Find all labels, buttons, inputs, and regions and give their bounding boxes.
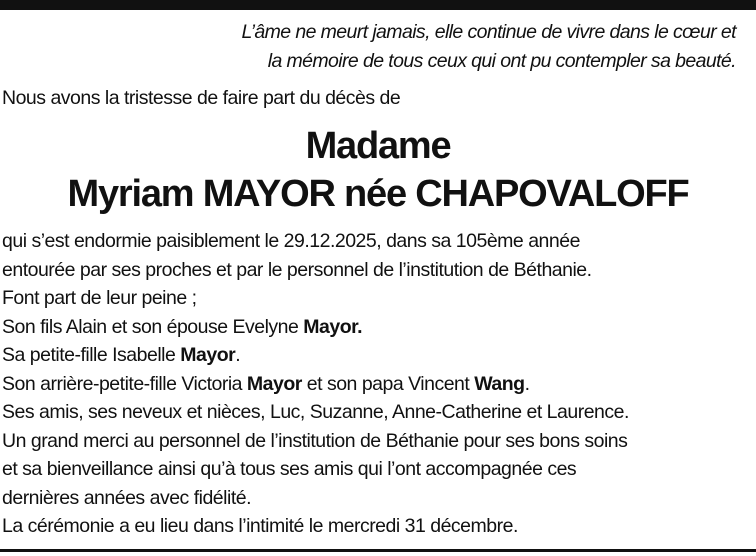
- body-line-8: Un grand merci au personnel de l’institution de Béthanie pour ses bons soins: [2, 429, 628, 452]
- deceased-name-block: [0, 122, 756, 218]
- body-line-6-mid: et son papa Vincent: [301, 372, 475, 395]
- body-line-10: dernières années avec fidélité.: [2, 486, 251, 509]
- body-line-7: Ses amis, ses neveux et nièces, Luc, Suzanne, Anne-Catherine et Laurence.: [2, 401, 629, 423]
- epigraph-line-1: L’âme ne meurt jamais, elle continue de vivre dans le cœur et: [241, 21, 736, 43]
- body-line-5: [2, 341, 752, 370]
- body-line-4: [2, 313, 752, 342]
- body-line-4-text: Son fils Alain et son épouse Evelyne: [2, 315, 304, 338]
- body-line-3: Font part de leur peine ;: [2, 287, 197, 309]
- body-line-5-text: Sa petite-fille Isabelle: [2, 344, 181, 366]
- top-rule: [0, 0, 756, 10]
- body-line-1: qui s’est endormie paisiblement le 29.12.2025, dans sa 105ème année: [2, 230, 580, 252]
- obituary-body: [2, 227, 752, 541]
- body-line-9: et sa bienveillance ainsi qu’à tous ses amis qui l’ont accompagnée ces: [2, 458, 577, 480]
- announcement-intro: Nous avons la tristesse de faire part du décès de: [2, 87, 401, 109]
- body-line-6: [2, 370, 752, 399]
- body-line-5-end: .: [235, 344, 241, 366]
- body-line-6-end: .: [524, 372, 530, 395]
- epigraph-quote: [96, 18, 736, 76]
- body-line-6-text: Son arrière-petite-fille Victoria: [2, 372, 247, 395]
- family-name-mayor: Mayor.: [303, 315, 363, 338]
- body-line-11: La cérémonie a eu lieu dans l’intimité le mercredi 31 décembre.: [2, 515, 518, 537]
- deceased-name: Myriam MAYOR née CHAPOVALOFF: [67, 173, 689, 215]
- family-name-mayor: Mayor: [246, 372, 302, 395]
- body-line-2: entourée par ses proches et par le personnel de l’institution de Béthanie.: [2, 258, 592, 281]
- family-name-mayor: Mayor: [180, 344, 236, 366]
- deceased-title: Madame: [305, 125, 451, 167]
- bottom-rule: [0, 549, 756, 552]
- epigraph-line-2: la mémoire de tous ceux qui ont pu contempler sa beauté.: [267, 50, 736, 72]
- family-name-wang: Wang: [474, 372, 525, 395]
